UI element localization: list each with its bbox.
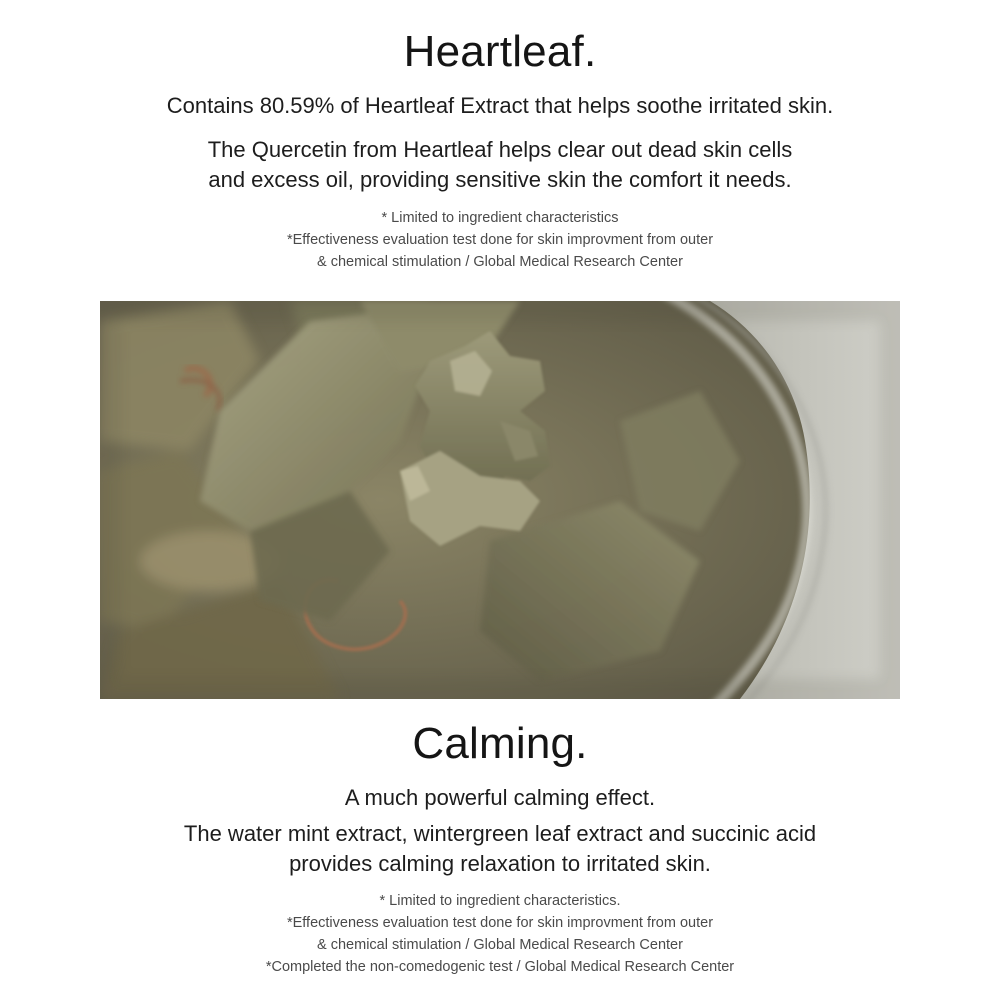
calming-body-line: The water mint extract, wintergreen leaf extract and succinic acid	[183, 821, 817, 846]
heartleaf-body-line: The Quercetin from Heartleaf helps clear out dead skin cells	[207, 137, 793, 162]
calming-lead-text: A much powerful calming effect.	[344, 785, 656, 810]
heartleaf-body-text	[0, 135, 1000, 195]
dried-heartleaf-photo	[100, 301, 900, 699]
heartleaf-body-line: and excess oil, providing sensitive skin the comfort it needs.	[208, 167, 792, 192]
footnote-line: * Limited to ingredient characteristics	[381, 210, 619, 226]
footnote-line: *Effectiveness evaluation test done for skin improvment from outer	[286, 232, 714, 248]
calming-body-line: provides calming relaxation to irritated skin.	[289, 851, 711, 876]
calming-body-text	[0, 819, 1000, 879]
footnote-line: * Limited to ingredient characteristics.	[379, 893, 621, 909]
footnote-line: & chemical stimulation / Global Medical Research Center	[317, 254, 683, 270]
heartleaf-lead-text: Contains 80.59% of Heartleaf Extract that helps soothe irritated skin.	[166, 93, 834, 118]
footnote-line: & chemical stimulation / Global Medical Research Center	[317, 937, 683, 953]
footnote-line: *Effectiveness evaluation test done for skin improvment from outer	[286, 915, 714, 931]
calming-footnotes	[0, 890, 1000, 978]
footnote-line: *Completed the non-comedogenic test / Global Medical Research Center	[265, 959, 735, 975]
calming-title: Calming.	[412, 719, 588, 768]
heartleaf-title: Heartleaf.	[403, 27, 597, 76]
heartleaf-footnotes	[0, 207, 1000, 273]
